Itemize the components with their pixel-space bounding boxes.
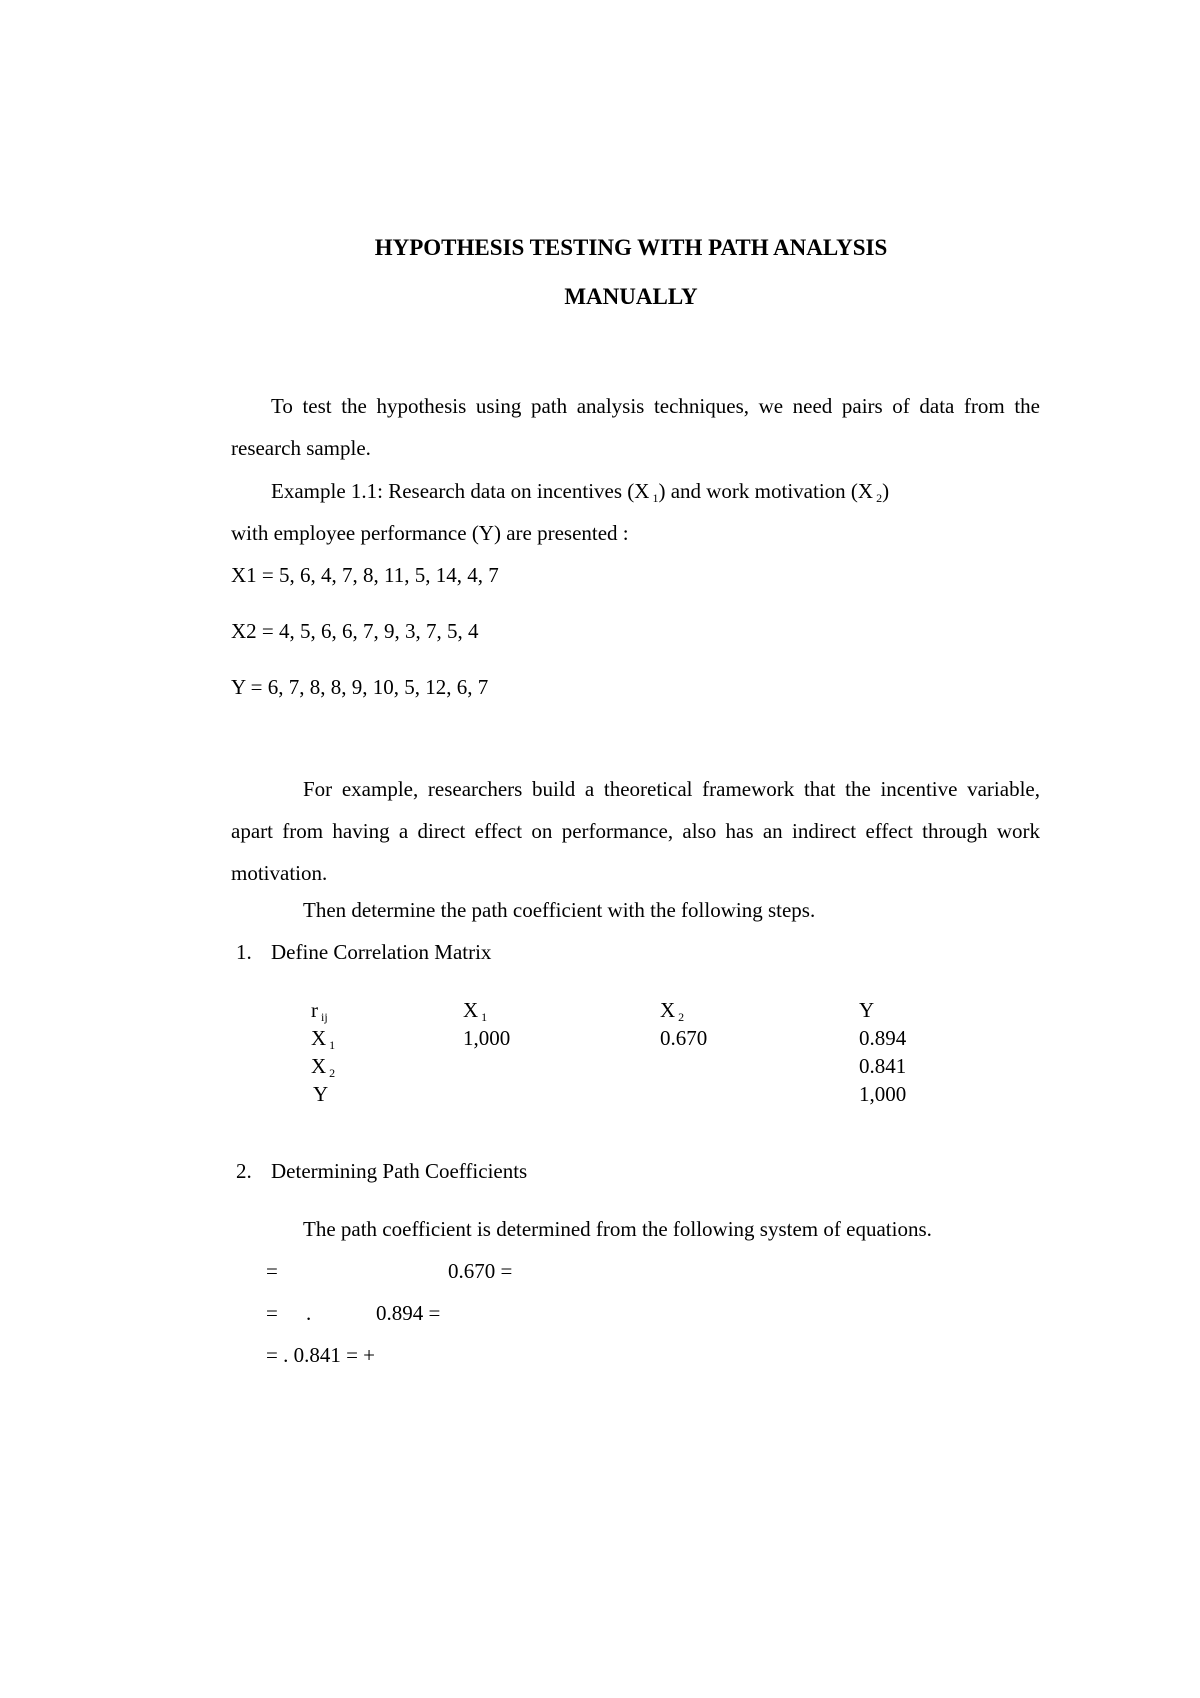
matrix-header-r: rij — [311, 998, 328, 1024]
equation-3: = . 0.841 = + — [266, 1343, 376, 1367]
example-line — [271, 479, 890, 505]
matrix-row1-c1: 1,000 — [463, 1026, 511, 1050]
equation-2-dot: . — [306, 1301, 312, 1325]
then-line: Then determine the path coefficient with the following steps. — [303, 898, 816, 922]
page-title-line1: HYPOTHESIS TESTING WITH PATH ANALYSIS — [374, 235, 888, 260]
step2-number: 2. — [236, 1159, 252, 1183]
equations-intro: The path coefficient is determined from the following system of equations. — [303, 1217, 932, 1241]
example-sub-2: 2 — [876, 491, 883, 505]
matrix-row1-label: X 1 — [311, 1026, 336, 1052]
intro-paragraph: To test the hypothesis using path analysis techniques, we need pairs of data from the research sample. — [231, 394, 1040, 460]
equation-2-rhs: 0.894 = — [376, 1301, 441, 1325]
example-text-a: Example 1.1: Research data on incentives (X — [271, 479, 650, 503]
example-sub-1: 1 — [652, 491, 659, 505]
step1-number: 1. — [236, 940, 252, 964]
matrix-header-y: Y — [859, 998, 875, 1022]
matrix-header-x1: X 1 — [463, 998, 488, 1024]
example-text-c: ) — [882, 479, 890, 503]
page-title-line2: MANUALLY — [564, 284, 698, 309]
example-text-b: ) and work motivation (X — [658, 479, 874, 503]
matrix-header-x2: X 2 — [660, 998, 685, 1024]
equation-1-lhs: = — [266, 1259, 278, 1283]
matrix-row2-label: X 2 — [311, 1054, 336, 1080]
framework-paragraph: For example, researchers build a theoretical framework that the incentive variable, apart from having a direct effect on performance, also has an indirect effect through work motivation. — [231, 777, 1040, 885]
step1-label: Define Correlation Matrix — [271, 940, 492, 964]
data-x1: X1 = 5, 6, 4, 7, 8, 11, 5, 14, 4, 7 — [231, 563, 499, 587]
matrix-row3-c3: 1,000 — [859, 1082, 907, 1106]
data-y: Y = 6, 7, 8, 8, 9, 10, 5, 12, 6, 7 — [231, 675, 489, 699]
example-line-2: with employee performance (Y) are presented : — [231, 521, 629, 545]
matrix-row2-c3: 0.841 — [859, 1054, 907, 1078]
data-x2: X2 = 4, 5, 6, 6, 7, 9, 3, 7, 5, 4 — [231, 619, 479, 643]
equation-1-rhs: 0.670 = — [448, 1259, 513, 1283]
equation-2-lhs: = — [266, 1301, 278, 1325]
matrix-row1-c2: 0.670 — [660, 1026, 708, 1050]
matrix-row3-label: Y — [313, 1082, 329, 1106]
matrix-row1-c3: 0.894 — [859, 1026, 907, 1050]
step2-label: Determining Path Coefficients — [271, 1159, 528, 1183]
